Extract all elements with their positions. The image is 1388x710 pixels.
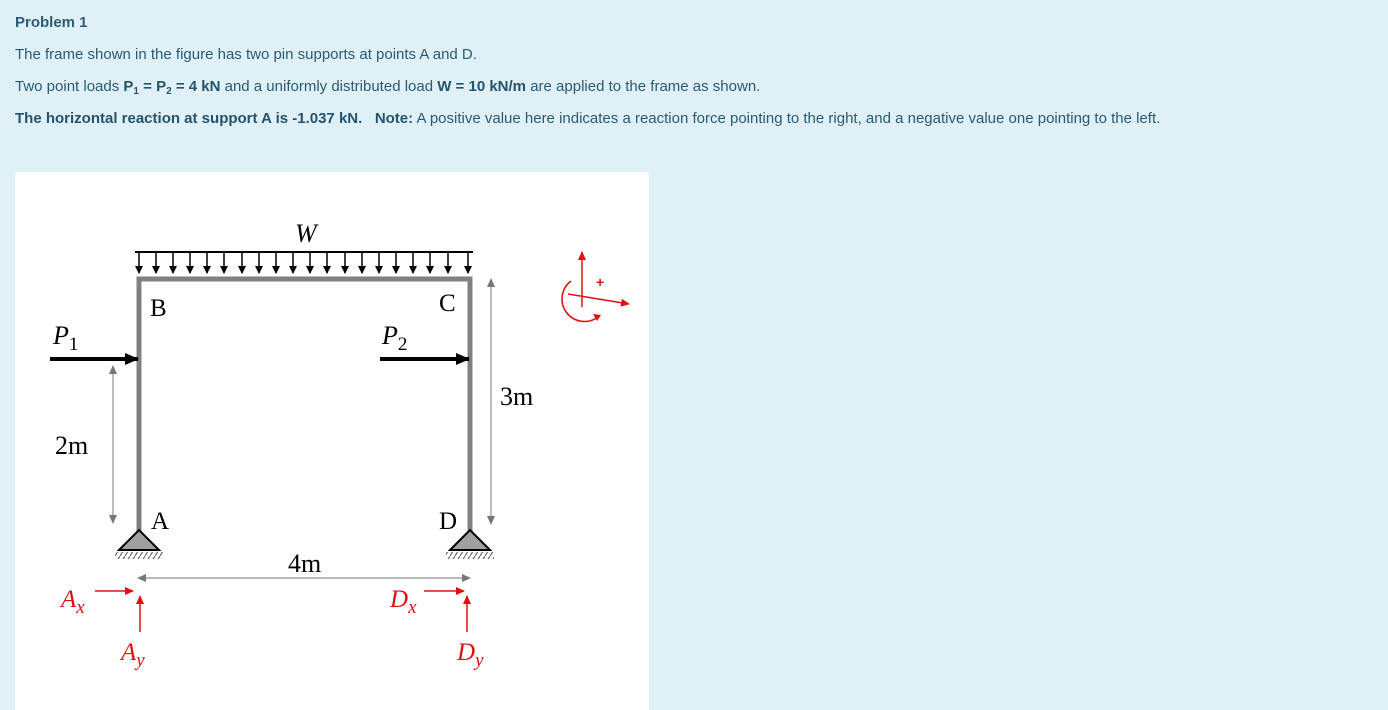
p1-letter: P (123, 78, 134, 95)
label-ay (119, 639, 145, 671)
line2-mid: and a uniformly distributed load (220, 78, 438, 95)
dim-3m-label: 3m (500, 382, 534, 411)
dim-2m-arrow-bottom (109, 515, 117, 524)
label-p2-letter: P (382, 321, 398, 350)
distributed-load-value: W = 10 kN/m (437, 78, 527, 95)
frame-figure (15, 172, 649, 710)
label-c: C (439, 290, 456, 317)
label-dx-sub: x (408, 597, 417, 618)
label-ax (59, 586, 85, 618)
line2-prefix: Two point loads (15, 78, 124, 95)
distributed-load-arrows (139, 252, 468, 273)
label-p1 (52, 321, 78, 355)
p1-subscript: 1 (133, 86, 139, 97)
label-p1-letter: P (53, 321, 69, 350)
frame-diagram (15, 172, 649, 710)
dim-3m-arrow-bottom (487, 516, 495, 525)
line2-suffix: are applied to the frame as shown. (526, 78, 761, 95)
label-dy (456, 639, 484, 671)
note-label: Note: (374, 110, 414, 127)
dim-2m-arrow-top (109, 365, 117, 374)
problem-line-1: The frame shown in the figure has two pin supports at points A and D. (15, 46, 477, 63)
label-p2 (381, 321, 407, 355)
load-value: = 4 kN (171, 78, 221, 95)
loads-p1-p2 (123, 78, 220, 95)
p2-subscript: 2 (166, 86, 172, 97)
p2-letter: = P (138, 78, 167, 95)
problem-line-2 (15, 78, 760, 95)
problem-title: Problem 1 (15, 14, 88, 31)
label-dx-letter: D (390, 586, 409, 613)
label-ay-letter: A (121, 639, 137, 666)
label-d: D (439, 508, 458, 535)
dim-4m-label: 4m (288, 549, 322, 578)
label-ax-letter: A (61, 586, 77, 613)
result-statement: The horizontal reaction at support A is -1.037 kN. (15, 110, 363, 127)
dim-3m-arrow-top (487, 278, 495, 287)
label-b: B (150, 295, 167, 322)
dim-4m-arrow-right (462, 574, 471, 582)
label-p1-sub: 1 (68, 334, 79, 355)
label-ay-sub: y (136, 650, 145, 671)
problem-line-3 (15, 110, 1160, 127)
label-a: A (151, 508, 170, 535)
sign-plus-label: + (596, 274, 605, 290)
label-dy-letter: D (457, 639, 476, 666)
label-dy-sub: y (475, 650, 484, 671)
label-ax-sub: x (76, 597, 85, 618)
label-dx (389, 586, 417, 618)
note-text: A positive value here indicates a reaction force pointing to the right, and a negative value one pointing to the left. (413, 110, 1161, 127)
label-p2-sub: 2 (397, 334, 408, 355)
dim-2m-label: 2m (55, 431, 89, 460)
frame-members (139, 279, 470, 538)
label-w: W (295, 219, 317, 248)
dim-4m-arrow-left (137, 574, 146, 582)
